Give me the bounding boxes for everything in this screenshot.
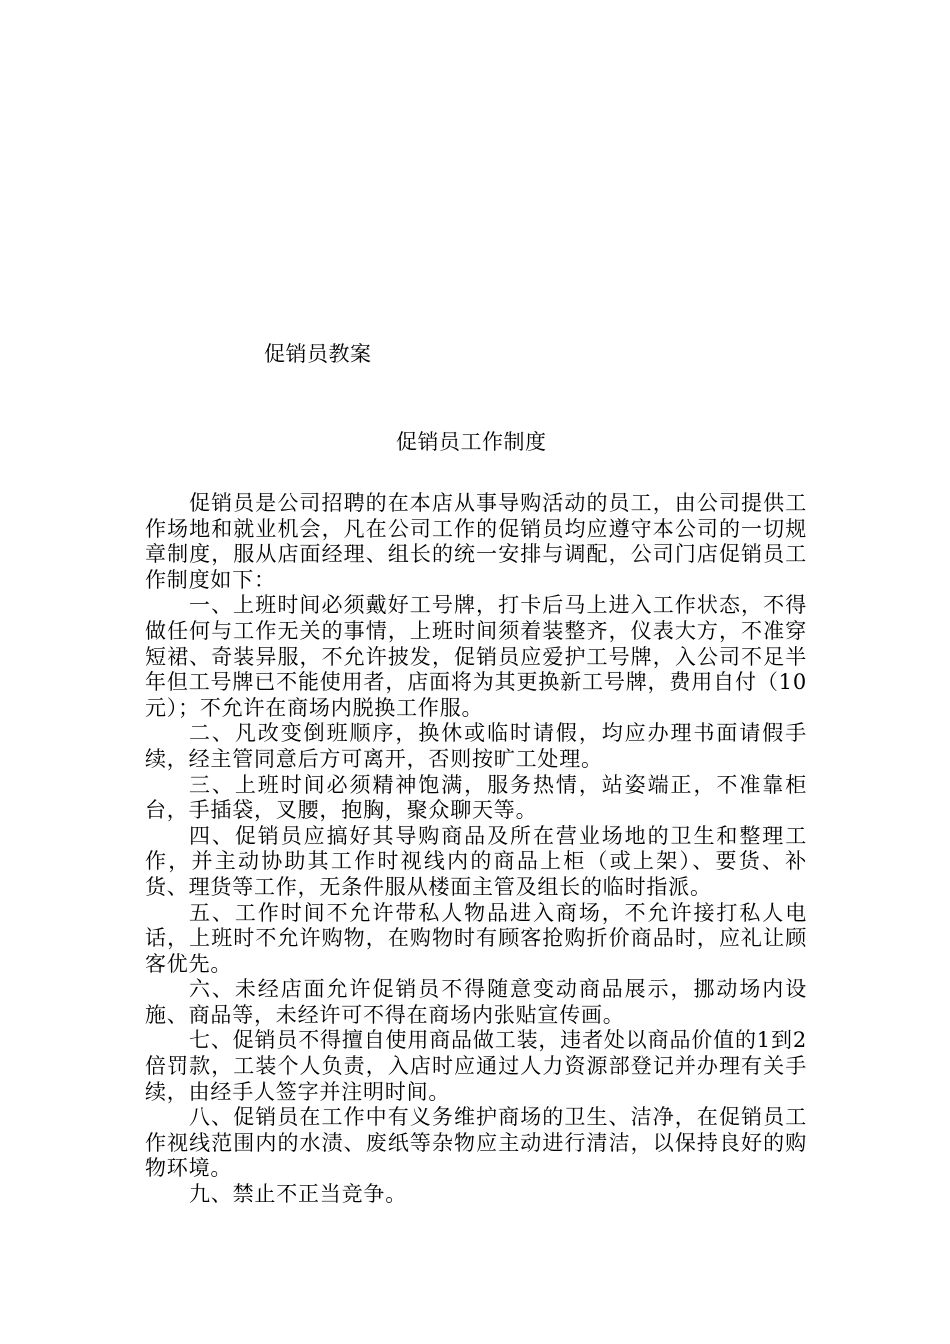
rule-paragraph-5: 五、工作时间不允许带私人物品进入商场，不允许接打私人电话，上班时不允许购物，在购物时有顾客抢购折价商品时，应礼让顾客优先。: [145, 900, 807, 976]
rule-paragraph-2: 二、凡改变倒班顺序，换休或临时请假，均应办理书面请假手续，经主管同意后方可离开，否则按旷工处理。: [145, 721, 807, 771]
document-body: [145, 491, 807, 1208]
rule-paragraph-8: 八、促销员在工作中有义务维护商场的卫生、洁净，在促销员工作视线范围内的水渍、废纸等杂物应主动进行清洁，以保持良好的购物环境。: [145, 1105, 807, 1181]
rule-paragraph-7: 七、促销员不得擅自使用商品做工装，违者处以商品价值的1到2倍罚款，工装个人负责，入店时应通过人力资源部登记并办理有关手续，由经手人签字并注明时间。: [145, 1028, 807, 1104]
rule-paragraph-3: 三、上班时间必须精神饱满，服务热情，站姿端正，不准靠柜台，手插袋，叉腰，抱胸，聚众聊天等。: [145, 772, 807, 823]
rule-paragraph-1: 一、上班时间必须戴好工号牌，打卡后马上进入工作状态，不得做任何与工作无关的事情，上班时间须着装整齐，仪表大方，不准穿短裙、奇装异服，不允许披发，促销员应爱护工号牌，入公司不足半年但工号牌已不能使用者，店面将为其更换新工号牌，费用自付（10元）；不允许在商场内脱换工作服。: [145, 593, 807, 720]
document-title: 促销员教案: [264, 342, 372, 366]
intro-paragraph: 促销员是公司招聘的在本店从事导购活动的员工，由公司提供工作场地和就业机会，凡在公司工作的促销员均应遵守本公司的一切规章制度，服从店面经理、组长的统一安排与调配，公司门店促销员工作制度如下：: [145, 491, 807, 592]
rule-paragraph-9: 九、禁止不正当竞争。: [189, 1182, 407, 1207]
rule-paragraph-6: 六、未经店面允许促销员不得随意变动商品展示，挪动场内设施、商品等，未经许可不得在商场内张贴宣传画。: [145, 977, 807, 1027]
section-title: 促销员工作制度: [396, 430, 547, 454]
rule-paragraph-4: 四、促销员应搞好其导购商品及所在营业场地的卫生和整理工作，并主动协助其工作时视线内的商品上柜（或上架）、要货、补货、理货等工作，无条件服从楼面主管及组长的临时指派。: [145, 823, 807, 899]
